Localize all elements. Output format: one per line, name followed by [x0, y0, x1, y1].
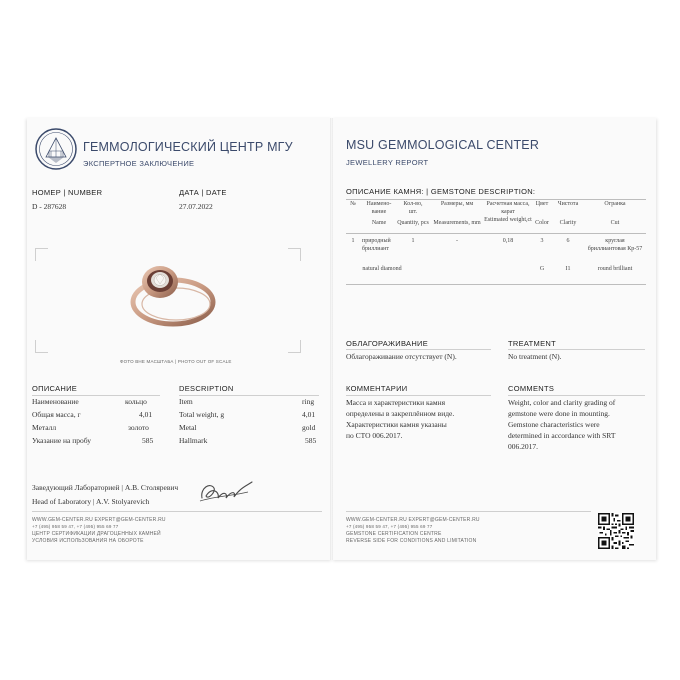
list-item: 4,01: [302, 410, 316, 419]
date-value: 27.07.2022: [179, 202, 213, 211]
footer-conditions: УСЛОВИЯ ИСПОЛЬЗОВАНИЯ НА ОБОРОТЕ: [32, 538, 144, 544]
list-item: ring: [302, 397, 315, 406]
enhancement-heading-ru: ОБЛАГОРАЖИВАНИЕ: [346, 339, 429, 348]
report-subtitle-en: JEWELLERY REPORT: [346, 158, 429, 167]
gemstone-heading: ОПИСАНИЕ КАМНЯ: | GEMSTONE DESCRIPTION:: [346, 187, 536, 196]
date-label: ДАТА | DATE: [179, 188, 227, 197]
list-item: Total weight, g: [179, 410, 225, 419]
left-page: [27, 118, 332, 560]
report-subtitle-ru: ЭКСПЕРТНОЕ ЗАКЛЮЧЕНИЕ: [83, 159, 195, 168]
photo-caption: ФОТО ВНЕ МАСШТАБА | PHOTO OUT OF SCALE: [120, 359, 232, 364]
footer-website: WWW.GEM-CENTER.RU EXPERT@GEM-CENTER.RU: [32, 517, 166, 523]
list-item: 4,01: [139, 410, 153, 419]
list-item: 585: [142, 436, 154, 445]
footer-website-en: WWW.GEM-CENTER.RU EXPERT@GEM-CENTER.RU: [346, 517, 480, 523]
footer-phones-en: +7 (495) 958 59 47, +7 (495) 955 69 77: [346, 524, 433, 529]
head-of-lab-ru: Заведующий Лабораторией | А.В. Столяревич: [32, 483, 179, 492]
comments-heading-ru: КОММЕНТАРИИ: [346, 384, 408, 393]
list-item: Указание на пробу: [32, 436, 92, 445]
list-item: кольцо: [125, 397, 147, 406]
signature: [196, 474, 256, 508]
list-item: Наименование: [32, 397, 79, 406]
list-item: Hallmark: [179, 436, 208, 445]
msu-logo-icon: [34, 127, 78, 171]
lab-title-ru: ГЕММОЛОГИЧЕСКИЙ ЦЕНТР МГУ: [83, 140, 293, 154]
list-item: Item: [179, 397, 193, 406]
ring-photo: [118, 256, 218, 336]
list-item: Общая масса, г: [32, 410, 81, 419]
list-item: Металл: [32, 423, 57, 432]
list-item: Metal: [179, 423, 197, 432]
number-label: НОМЕР | NUMBER: [32, 188, 103, 197]
footer-centre-en: GEMSTONE CERTIFICATION CENTRE: [346, 531, 442, 537]
head-of-lab-en: Head of Laboratory | A.V. Stolyarevich: [32, 497, 150, 506]
list-item: золото: [128, 423, 149, 432]
lab-title-en: MSU GEMMOLOGICAL CENTER: [346, 138, 540, 152]
treatment-text-en: No treatment (N).: [508, 352, 562, 361]
qr-code-icon: [598, 513, 634, 549]
page-fold: [330, 118, 333, 560]
number-value: D - 287628: [32, 202, 67, 211]
list-item: 585: [305, 436, 317, 445]
description-heading-en: DESCRIPTION: [179, 384, 234, 393]
footer-centre: ЦЕНТР СЕРТИФИКАЦИИ ДРАГОЦЕННЫХ КАМНЕЙ: [32, 531, 161, 537]
treatment-heading-en: TREATMENT: [508, 339, 556, 348]
enhancement-text-ru: Облагораживание отсутствует (N).: [346, 352, 457, 361]
footer-phones: +7 (495) 958 59 47, +7 (495) 955 69 77: [32, 524, 119, 529]
list-item: gold: [302, 423, 316, 432]
description-heading-ru: ОПИСАНИЕ: [32, 384, 78, 393]
footer-conditions-en: REVERSE SIDE FOR CONDITIONS AND LIMITATION: [346, 538, 477, 544]
comments-heading-en: COMMENTS: [508, 384, 555, 393]
